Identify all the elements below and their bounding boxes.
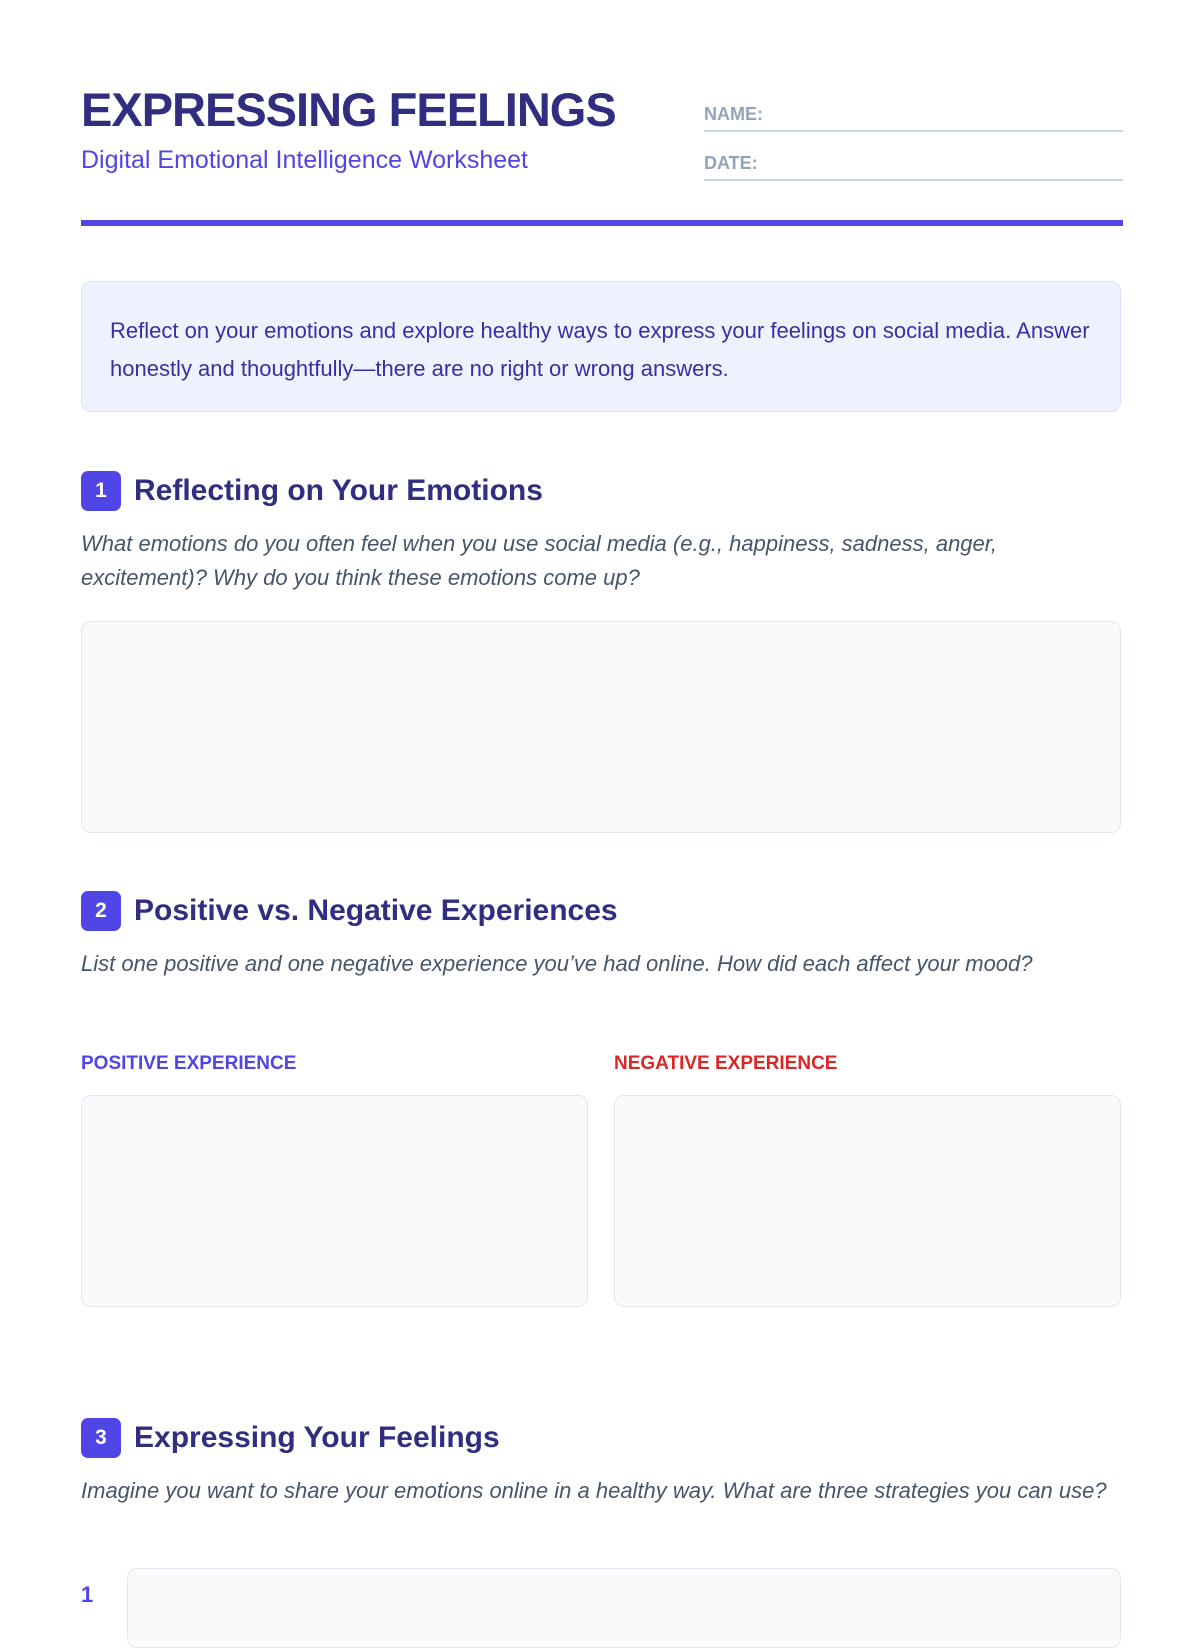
strategy-1-number: 1 [81,1582,94,1607]
date-field[interactable] [704,147,1123,181]
header-divider [81,220,1123,226]
section-2-prompt: List one positive and one negative experience you’ve had online. How did each affect your mood? [81,951,1033,976]
section-1-title: Reflecting on Your Emotions [134,474,543,507]
section-3-number-badge: 3 [81,1418,121,1458]
name-label: NAME: [704,104,763,124]
section-1-number-badge: 1 [81,471,121,511]
negative-experience-answer-box[interactable] [614,1095,1121,1307]
positive-experience-answer-box[interactable] [81,1095,588,1307]
section-2-title: Positive vs. Negative Experiences [134,894,618,927]
page-title: EXPRESSING FEELINGS [81,83,616,136]
date-label: DATE: [704,153,758,173]
positive-experience-label: POSITIVE EXPERIENCE [81,1053,297,1074]
section-3-prompt: Imagine you want to share your emotions online in a healthy way. What are three strategies you can use? [81,1478,1107,1503]
section-1-answer-box[interactable] [81,621,1121,833]
section-1-prompt: What emotions do you often feel when you use social media (e.g., happiness, sadness, anger, excitement)? Why do you think these emotions come up? [81,531,997,590]
negative-experience-label: NEGATIVE EXPERIENCE [614,1053,838,1074]
section-2-number-badge: 2 [81,891,121,931]
page-subtitle: Digital Emotional Intelligence Worksheet [81,146,528,174]
strategy-1-answer-box[interactable] [127,1568,1121,1648]
name-field[interactable] [704,98,1123,132]
intro-box: Reflect on your emotions and explore healthy ways to express your feelings on social media. Answer honestly and thoughtfully—there are no right or wrong answers. [81,281,1121,412]
section-3-title: Expressing Your Feelings [134,1421,500,1454]
